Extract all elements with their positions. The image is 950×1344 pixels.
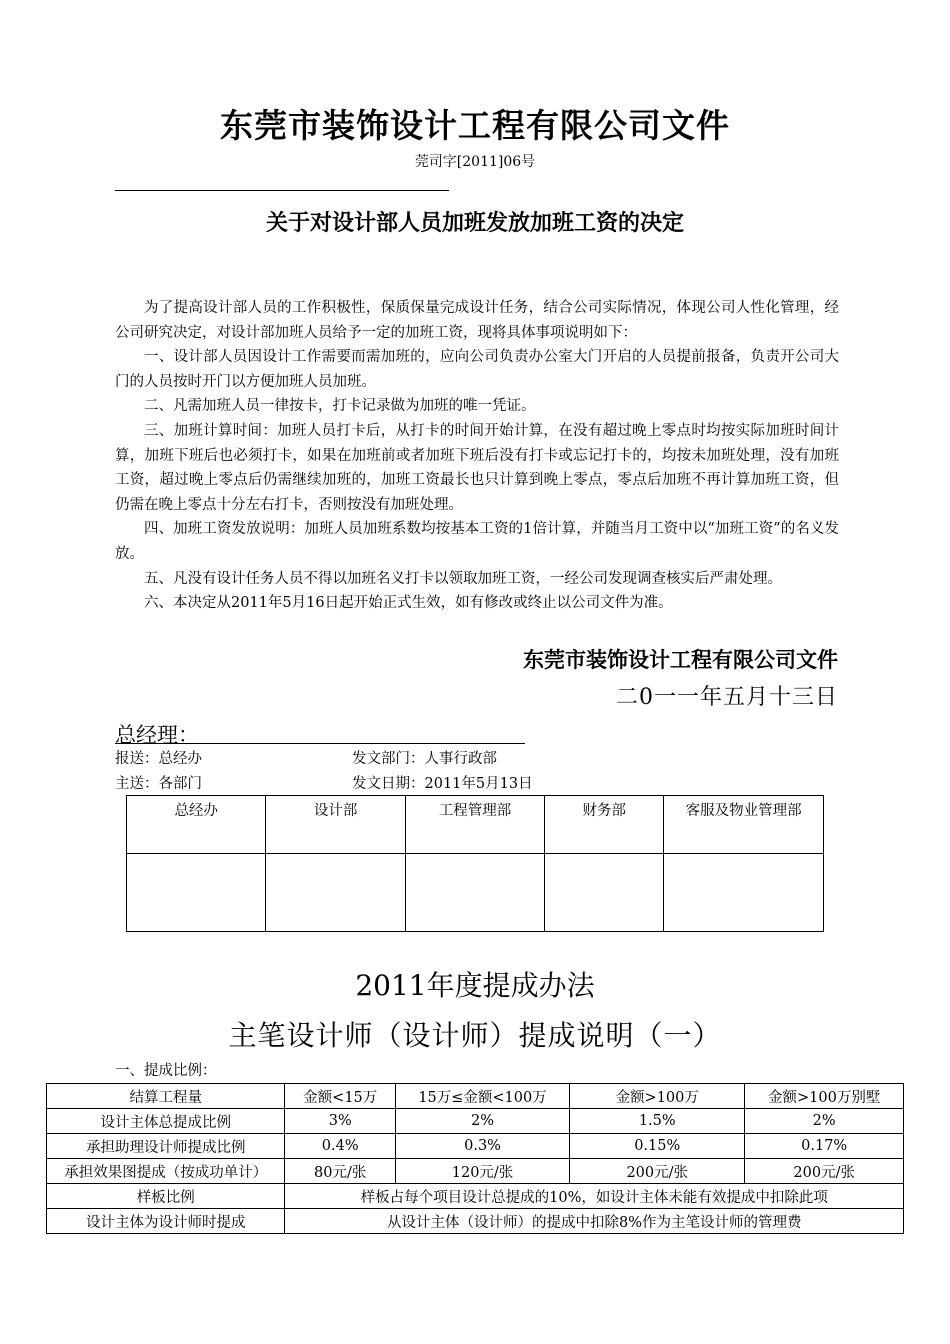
body-paragraph: 四、加班工资发放说明：加班人员加班系数均按基本工资的1倍计算，并随当月工资中以“加班工资”的名义发放。 [115,521,839,562]
table-row [47,1134,904,1159]
table-row [47,1184,904,1209]
commission-subtitle: 主笔设计师（设计师）提成说明（一） [228,1019,722,1052]
approval-header: 客服及物业管理部 [664,796,824,854]
body-paragraph: 为了提高设计部人员的工作积极性，保质保量完成设计任务，结合公司实际情况，体现公司人性化管理，经公司研究决定，对设计部加班人员给予一定的加班工资，现将具体事项说明如下： [115,300,839,341]
table-cell: 3% [285,1109,395,1134]
table-cell: 0.15% [570,1134,745,1159]
table-cell: 样板比例 [47,1184,285,1209]
issuing-department: 发文部门：人事行政部 [352,751,497,767]
table-cell: 80元/张 [285,1159,395,1184]
table-cell: 设计主体为设计师时提成 [47,1209,285,1234]
table-cell: 0.4% [285,1134,395,1159]
table-cell: 200元/张 [570,1159,745,1184]
body-paragraph: 二、凡需加班人员一律按卡，打卡记录做为加班的唯一凭证。 [144,398,536,415]
company-title: 东莞市装饰设计工程有限公司文件 [220,106,730,145]
approval-cell [545,854,664,932]
issue-date: 发文日期：2011年5月13日 [352,776,533,792]
approval-cell [266,854,405,932]
table-cell: 0.17% [745,1134,904,1159]
document-subject: 关于对设计部人员加班发放加班工资的决定 [265,210,684,236]
table-cell: 2% [745,1109,904,1134]
signer-company: 东莞市装饰设计工程有限公司文件 [523,647,838,672]
approval-header: 设计部 [266,796,405,854]
approval-table [126,795,824,932]
body-paragraph: 一、设计部人员因设计工作需要而需加班的，应向公司负责办公室大门开启的人员提前报备，负责开公司大门的人员按时开门以方便加班人员加班。 [115,349,839,390]
table-cell: 120元/张 [395,1159,569,1184]
table-cell: 设计主体总提成比例 [47,1109,285,1134]
approval-cell [405,854,544,932]
table-cell: 0.3% [395,1134,569,1159]
table-cell: 从设计主体（设计师）的提成中扣除8%作为主笔设计师的管理费 [285,1209,904,1234]
signature-date: 二0一一年五月十三日 [616,685,838,710]
commission-table [46,1083,904,1234]
report-to: 报送：总经办 [115,751,202,767]
table-row [47,1084,904,1109]
approval-header: 财务部 [545,796,664,854]
table-cell: 200元/张 [745,1159,904,1184]
commission-title: 2011年度提成办法 [355,969,595,1002]
table-header: 金额>100万别墅 [745,1084,904,1109]
body-paragraph: 六、本决定从2011年5月16日起开始正式生效，如有修改或终止以公司文件为准。 [144,595,673,612]
table-row [127,854,824,932]
table-cell: 样板占每个项目设计总提成的10%，如设计主体未能有效提成中扣除此项 [285,1184,904,1209]
document-body [115,296,839,616]
approval-cell [664,854,824,932]
table-row [47,1209,904,1234]
main-to: 主送：各部门 [115,776,202,792]
table-header: 金额>100万 [570,1084,745,1109]
doc-number: 莞司字[2011]06号 [414,154,536,170]
table-row [47,1159,904,1184]
table-header: 结算工程量 [47,1084,285,1109]
table-cell: 承担效果图提成（按成功单计） [47,1159,285,1184]
approval-cell [127,854,266,932]
approval-header: 总经办 [127,796,266,854]
header-divider [115,190,449,191]
table-row [47,1109,904,1134]
table-cell: 2% [395,1109,569,1134]
section-label: 一、提成比例： [115,1063,217,1079]
table-header: 15万≤金额<100万 [395,1084,569,1109]
signature-line [115,743,525,744]
table-cell: 1.5% [570,1109,745,1134]
approval-header: 工程管理部 [405,796,544,854]
table-cell: 承担助理设计师提成比例 [47,1134,285,1159]
body-paragraph: 三、加班计算时间：加班人员打卡后，从打卡的时间开始计算，在没有超过晚上零点时均按实际加班时间计算，加班下班后也必须打卡，如果在加班前或者加班下班后没有打卡或忘记打卡的，均按未加班处理，没有加班工资，超过晚上零点后仍需继续加班的，加班工资最长也只计算到晚上零点，零点后加班不再计算加班工资，但仍需在晚上零点十分左右打卡，否则按没有加班处理。 [115,422,839,513]
body-paragraph: 五、凡没有设计任务人员不得以加班名义打卡以领取加班工资，一经公司发现调查核实后严肃处理。 [144,570,782,587]
general-manager-label: 总经理： [115,723,199,747]
table-header: 金额<15万 [285,1084,395,1109]
table-row [127,796,824,854]
